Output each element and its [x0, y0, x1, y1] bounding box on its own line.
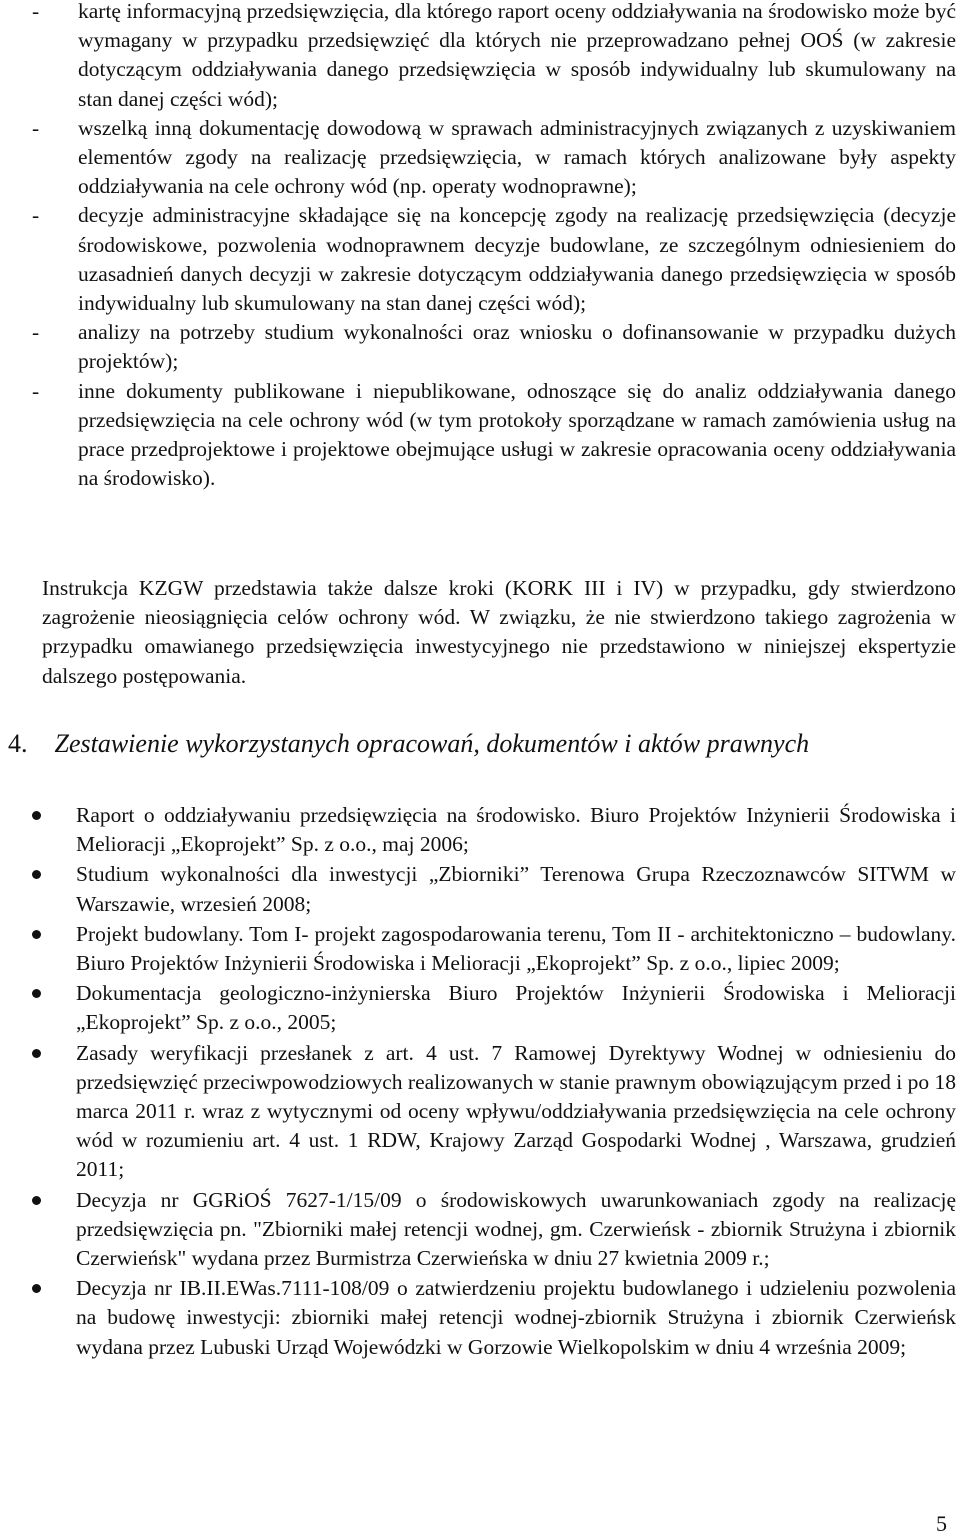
- dash-item-text: wszelką inną dokumentację dowodową w sprawach administracyjnych związanych z uzyskiwaniem elementów zgody na realizację przedsięwzięcia, w ramach których analizowane były aspekty oddziaływania na cele ochrony wód (np. operaty wodnoprawne);: [78, 115, 956, 199]
- reference-text: Zasady weryfikacji przesłanek z art. 4 ust. 7 Ramowej Dyrektywy Wodnej w odniesieniu do przedsięwzięć przeciwpowodziowych realizowanych w stanie prawnym obowiązującym przed i po 18 marca 2011 r. wraz z wytycznymi od oceny wpływu/oddziaływania przedsięwzięcia na cele ochrony wód w rozumieniu art. 4 ust. 1 RDW, Krajowy Zarząd Gospodarki Wodnej , Warszawa, grudzień 2011;: [76, 1040, 956, 1182]
- reference-item: [28, 979, 956, 1037]
- reference-item: [28, 801, 956, 859]
- reference-text: Decyzja nr IB.II.EWas.7111-108/09 o zatwierdzeniu projektu budowlanego i udzieleniu pozwolenia na budowę inwestycji: zbiorniki małej retencji wodnej-zbiornik Strużyna i zbiornik Czerwieńsk wydana przez Lubuski Urząd Wojewódzki w Gorzowie Wielkopolskim w dniu 4 września 2009;: [76, 1276, 956, 1359]
- reference-item: [28, 1274, 956, 1362]
- reference-item: [28, 920, 956, 978]
- dash-item-text: inne dokumenty publikowane i niepublikowane, odnoszące się do analiz oddziaływania danego przedsięwzięcia na cele ochrony wód (w tym protokoły sporządzane w ramach zamówienia usług na prace przedprojektowe i projektowe obejmujące usługi w zakresie opracowania oceny oddziaływania na środowisko).: [78, 378, 956, 491]
- dash-list: [32, 0, 956, 493]
- dash-list-item: [32, 201, 956, 318]
- reference-text: Raport o oddziaływaniu przedsięwzięcia na środowisko. Biuro Projektów Inżynierii Środowiska i Melioracji „Ekoprojekt” Sp. z o.o., maj 2006;: [76, 803, 956, 857]
- dash-item-text: decyzje administracyjne składające się na koncepcję zgody na realizację przedsięwzięcia (decyzje środowiskowe, pozwolenia wodnoprawnem decyzje budowlane, ze szczególnym odniesieniem do uzasadnień danych decyzji w zakresie dotyczącym oddziaływania danego przedsięwzięcia w sposób indywidualny lub skumulowany na stan danej części wód);: [78, 203, 956, 316]
- dash-list-item: [32, 114, 956, 202]
- dash-marker: -: [32, 320, 40, 345]
- dash-list-item: [32, 377, 956, 494]
- reference-item: [28, 1039, 956, 1185]
- dash-marker: -: [32, 378, 40, 403]
- reference-text: Projekt budowlany. Tom I- projekt zagospodarowania terenu, Tom II - architektoniczno – budowlany. Biuro Projektów Inżynierii Środowiska i Melioracji „Ekoprojekt” Sp. z o.o., lipiec 2009;: [76, 921, 956, 976]
- dash-item-text: analizy na potrzeby studium wykonalności oraz wniosku o dofinansowanie w przypadku dużych projektów);: [78, 320, 956, 374]
- bullet-icon: [32, 1049, 41, 1058]
- reference-text: Studium wykonalności dla inwestycji „Zbiorniki” Terenowa Grupa Rzeczoznawców SITWM w Warszawie, wrzesień 2008;: [76, 862, 956, 916]
- reference-item: [28, 860, 956, 918]
- bullet-icon: [32, 930, 41, 939]
- section-heading: [8, 727, 956, 761]
- page-number: 5: [936, 1511, 947, 1536]
- bullet-icon: [32, 870, 41, 879]
- body-paragraph: Instrukcja KZGW przedstawia także dalsze kroki (KORK III i IV) w przypadku, gdy stwierdzono zagrożenie nieosiągnięcia celów ochrony wód. W związku, że nie stwierdzono takiego zagrożenia w przypadku omawianego przedsięwzięcia inwestycyjnego nie przedstawiono w niniejszej ekspertyzie dalszego postępowania.: [42, 576, 956, 688]
- dash-marker: -: [32, 0, 40, 23]
- dash-list-item: [32, 318, 956, 376]
- references-list: [28, 801, 956, 1363]
- bullet-icon: [32, 1196, 41, 1205]
- section-number: 4.: [8, 729, 28, 758]
- bullet-icon: [32, 1284, 41, 1293]
- bullet-icon: [32, 811, 41, 820]
- dash-marker: -: [32, 115, 40, 140]
- reference-item: [28, 1186, 956, 1274]
- bullet-icon: [32, 989, 41, 998]
- dash-marker: -: [32, 203, 40, 228]
- dash-list-item: [32, 0, 956, 114]
- dash-item-text: kartę informacyjną przedsięwzięcia, dla którego raport oceny oddziaływania na środowisko może być wymagany w przypadku przedsięwzięć dla których nie przeprowadzano pełnej OOŚ (w zakresie dotyczącym oddziaływania danego przedsięwzięcia w sposób indywidualny lub skumulowany na stan danej części wód);: [78, 0, 956, 111]
- reference-text: Dokumentacja geologiczno-inżynierska Biuro Projektów Inżynierii Środowiska i Melioracji „Ekoprojekt” Sp. z o.o., 2005;: [76, 981, 956, 1035]
- reference-text: Decyzja nr GGRiOŚ 7627-1/15/09 o środowiskowych uwarunkowaniach zgody na realizację przedsięwzięcia pn. "Zbiorniki małej retencji wodnej, gm. Czerwieńsk - zbiornik Strużyna i zbiornik Czerwieńsk" wydana przez Burmistrza Czerwieńska w dniu 27 kwietnia 2009 r.;: [76, 1187, 956, 1271]
- section-title: Zestawienie wykorzystanych opracowań, dokumentów i aktów prawnych: [54, 729, 810, 758]
